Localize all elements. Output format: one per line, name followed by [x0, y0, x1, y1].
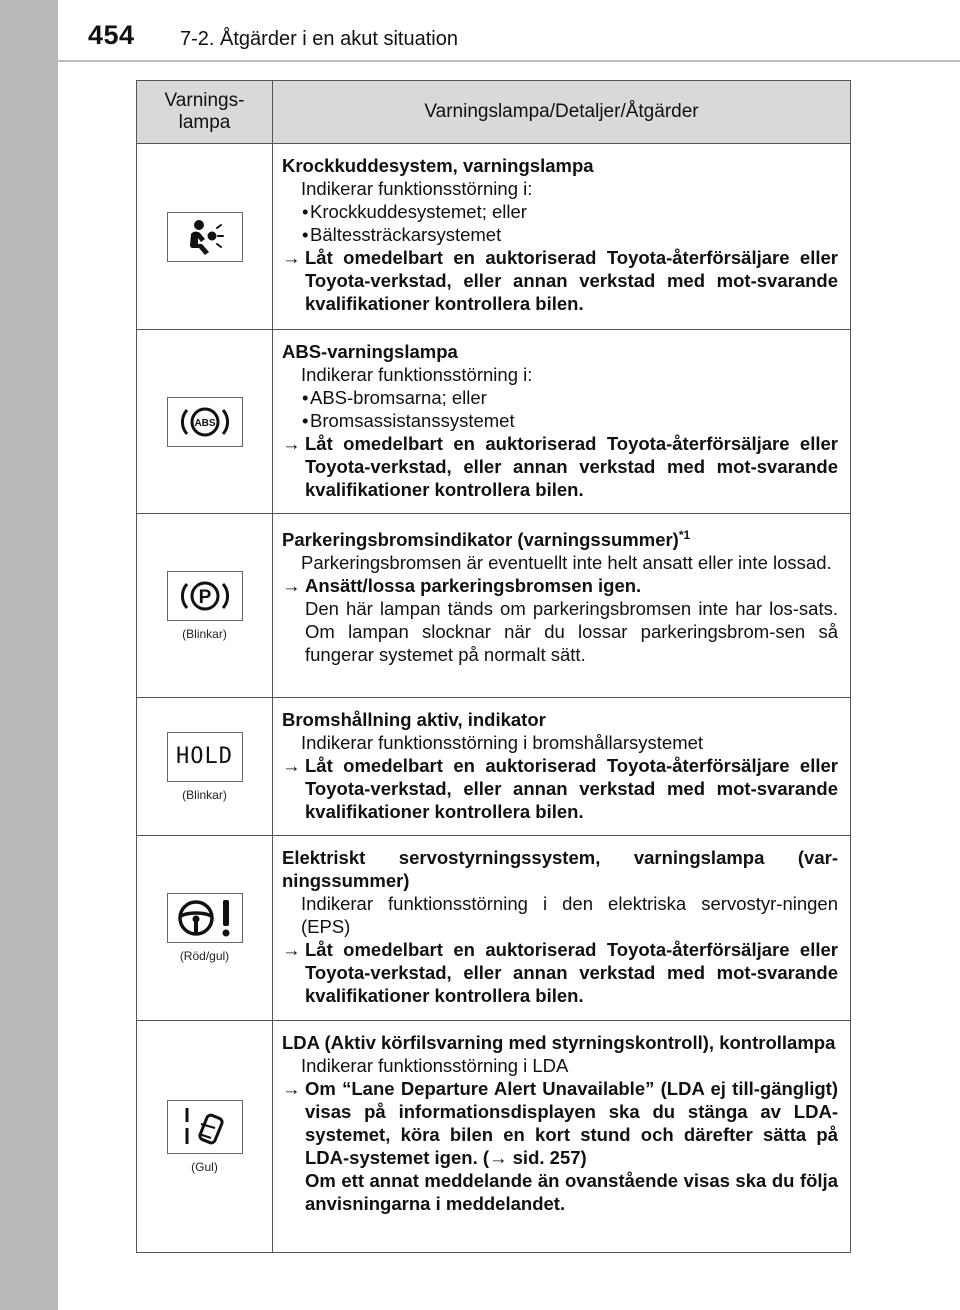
warning-action	[282, 432, 838, 501]
lamp-cell	[137, 514, 273, 698]
page-header	[58, 0, 960, 62]
warning-followup: Den här lampan tänds om parkeringsbromsen inte har los-sats. Om lampan slocknar när du lossar parkeringsbrom-sen så fungerar systemet på normalt sätt.	[305, 598, 838, 666]
page-number: 454	[88, 20, 135, 50]
warning-intro: Indikerar funktionsstörning i LDA	[301, 1055, 569, 1076]
lamp-description	[273, 330, 851, 514]
page-side-band	[0, 0, 58, 1310]
hold-icon-text: HOLD	[176, 744, 233, 769]
warning-light-table	[136, 80, 851, 1253]
warning-title: ABS-varningslampa	[282, 341, 458, 362]
table-header-row	[137, 81, 851, 144]
lane-departure-alert-icon	[167, 1100, 243, 1154]
hold-indicator-icon	[167, 732, 243, 782]
header-divider	[58, 60, 960, 62]
lamp-description	[273, 514, 851, 698]
lamp-description	[273, 1021, 851, 1253]
table-row	[137, 514, 851, 698]
warning-followup: Om ett annat meddelande än ovanstående visas ska du följa anvisningarna i meddelandet.	[305, 1170, 838, 1214]
lamp-cell	[137, 144, 273, 330]
lamp-note: (Gul)	[191, 1159, 218, 1174]
warning-intro: Indikerar funktionsstörning i:	[301, 364, 533, 385]
lamp-note: (Röd/gul)	[179, 949, 230, 963]
list-item: • Krockkuddesystemet; eller	[282, 200, 838, 223]
warning-action	[282, 754, 838, 823]
warning-intro: Parkeringsbromsen är eventuellt inte helt ansatt eller inte lossad.	[301, 552, 832, 574]
section-title: 7-2. Åtgärder i en akut situation	[180, 28, 458, 50]
warning-intro: Indikerar funktionsstörning i den elektriska servostyr-ningen (EPS)	[301, 893, 838, 937]
warning-title: Bromshållning aktiv, indikator	[282, 709, 546, 730]
action-text: Låt omedelbart en auktoriserad Toyota-återförsäljare eller Toyota-verkstad, eller annan verkstad med mot-svarande kvalifikationer kontrollera bilen.	[305, 247, 838, 314]
warning-title-text: Parkeringsbromsindikator (varningssummer)	[282, 529, 679, 551]
warning-intro: Indikerar funktionsstörning i:	[301, 178, 533, 199]
arrow-icon: →	[282, 433, 301, 454]
lamp-cell	[137, 1021, 273, 1253]
list-item: • Bromsassistanssystemet	[282, 409, 838, 432]
list-item: • ABS-bromsarna; eller	[282, 386, 838, 409]
action-text: Låt omedelbart en auktoriserad Toyota-återförsäljare eller Toyota-verkstad, eller annan verkstad med mot-svarande kvalifikationer kontrollera bilen.	[305, 433, 838, 500]
lamp-note: (Blinkar)	[182, 787, 227, 802]
list-item: • Bältessträckarsystemet	[282, 223, 838, 246]
action-text: Låt omedelbart en auktoriserad Toyota-återförsäljare eller Toyota-verkstad, eller annan verkstad med mot-svarande kvalifikationer kontrollera bilen.	[305, 755, 838, 822]
lamp-cell	[137, 330, 273, 514]
footnote-marker: *1	[678, 528, 691, 542]
airbag-warning-icon	[167, 212, 243, 262]
lamp-cell	[137, 836, 273, 1021]
arrow-icon: →	[282, 755, 301, 776]
warning-action	[282, 574, 838, 597]
table-row	[137, 836, 851, 1021]
lamp-description	[273, 698, 851, 836]
col-header-lamp: Varnings- lampa	[137, 81, 273, 144]
warning-title: LDA (Aktiv körfilsvarning med styrningskontroll), kontrollampa	[282, 1032, 836, 1053]
table-row	[137, 698, 851, 836]
table-row	[137, 330, 851, 514]
col-header-details: Varningslampa/Detaljer/Åtgärder	[273, 81, 851, 144]
warning-title	[282, 524, 838, 551]
abs-warning-icon	[167, 397, 243, 447]
action-text: Om “Lane Departure Alert Unavailable” (LDA ej till-gängligt) visas på informationsdisplayen ska du stänga av LDA-systemet, köra bilen en kort stund och därefter sätta på LDA-systemet igen. (→ sid. 257)	[305, 1078, 838, 1168]
warning-action	[282, 1077, 838, 1169]
arrow-icon: →	[282, 575, 301, 597]
svg-text:ABS: ABS	[193, 417, 216, 429]
table-row	[137, 144, 851, 330]
lamp-description	[273, 144, 851, 330]
lamp-note: (Blinkar)	[182, 626, 227, 641]
lamp-cell	[137, 698, 273, 836]
lamp-description	[273, 836, 851, 1021]
warning-title: Elektriskt servostyrningssystem, varningslampa (var-ningssummer)	[282, 847, 838, 891]
action-text: Låt omedelbart en auktoriserad Toyota-återförsäljare eller Toyota-verkstad, eller annan verkstad med mot-svarande kvalifikationer kontrollera bilen.	[305, 939, 838, 1006]
warning-intro: Indikerar funktionsstörning i bromshållarsystemet	[301, 732, 704, 753]
action-text: Ansätt/lossa parkeringsbromsen igen.	[305, 575, 642, 597]
warning-action	[282, 246, 838, 315]
warning-action	[282, 938, 838, 1007]
arrow-icon: →	[282, 247, 301, 268]
power-steering-warning-icon	[167, 893, 243, 943]
arrow-icon: →	[282, 1078, 301, 1099]
table-row	[137, 1021, 851, 1253]
svg-text:P: P	[198, 586, 211, 608]
warning-title: Krockkuddesystem, varningslampa	[282, 155, 594, 176]
arrow-icon: →	[282, 939, 301, 960]
parking-brake-icon	[167, 571, 243, 621]
